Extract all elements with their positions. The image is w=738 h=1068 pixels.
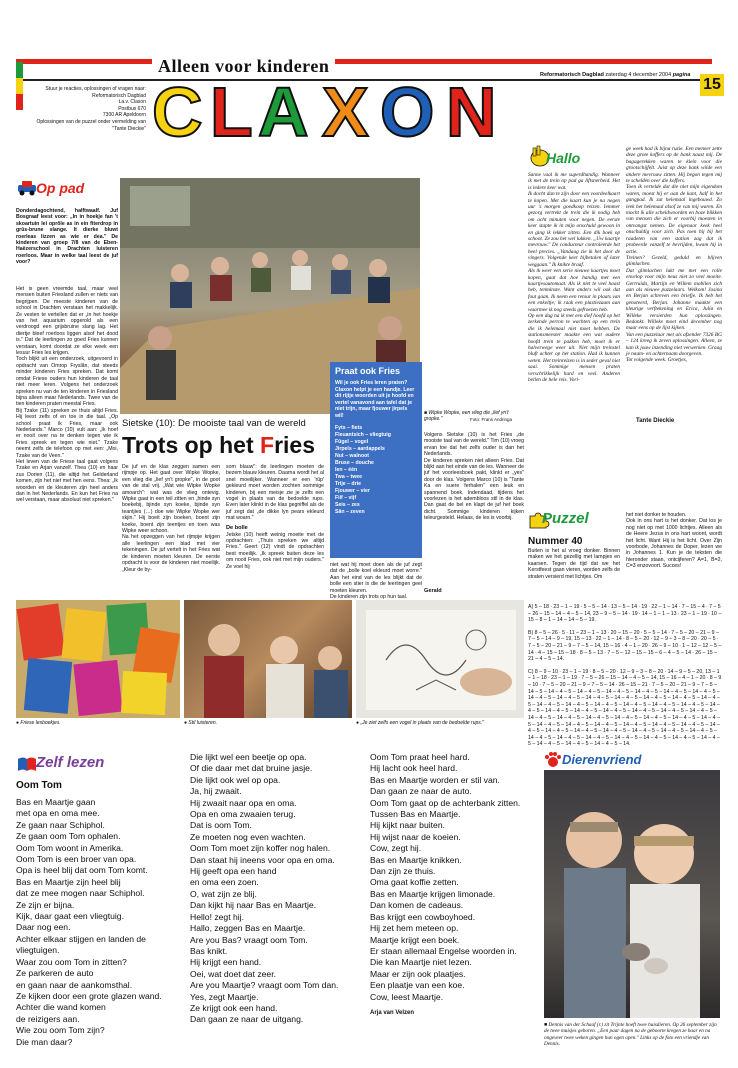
- photo-caption-2-text: Stil luisteren.: [188, 720, 218, 726]
- puzzel-col-1: Buiten is het al vroeg donker. Binnen maken we het gezellig met lampjes en kaarsen. Tegen de tijd dat we het Kerstfeest gaan vieren, worden zelfs de straten versierd met lichtjes. Om: [528, 548, 620, 580]
- poem-col-1: Bas en Maartje gaan met opa en oma mee. Ze gaan naar Schiphol. Ze gaan oom Tom ophalen. Oom Tom woont in Amerika. Oom Tom is een broer van opa. Opa is heel blij dat oom Tom komt. Bas en Maartje zijn heel blij dat ze mee mogen naar Schiphol. Ze zijn er bijna. Kijk, daar gaat een vliegtuig. Daar nog een. Achter elkaar stijgen en landen de vliegtuigen. Waar zou oom Tom in zitten? Ze parkeren de auto en gaan naar de aankomsthal. Ze kijken door een grote glazen wand. Achter die wand komen de reizigers aan. Wie zou oom Tom zijn? Die man daar?: [16, 797, 162, 1047]
- story-author: Gerald: [424, 588, 442, 594]
- color-blocks: [16, 62, 23, 112]
- word-item: Fûgel – vogel: [335, 438, 369, 445]
- zelf-lezen-title: Oom Tom: [16, 780, 62, 791]
- dierenvriend-photo: [544, 770, 720, 1018]
- zelf-lezen-tag: Zelf lezen: [36, 754, 105, 771]
- paw-icon: [544, 752, 562, 768]
- svg-text:C: C: [152, 73, 203, 151]
- photo-caption-1: [16, 720, 61, 726]
- poem-col-2: Die lijkt wel een beetje op opa. Of die daar met dat bruine jasje. Die lijkt ook wel op opa. Ja, hij zwaait. Hij zwaait naar opa en oma. Opa en oma zwaaien terug. Dat is oom Tom. Ze moeten nog even wachten. Oom Tom moet zijn koffer nog halen. Dan staat hij ineens voor opa en oma. Hij geeft opa een hand en oma een zoen. O, wat zijn ze blij. Dan kijkt hij naar Bas en Maartje. Hello! zegt hij. Hallo, zeggen Bas en Maartje. Are you Bas? vraagt oom Tom. Bas knikt. Hij krijgt een hand. Oei, wat doet dat zeer. Are you Maartje? vraagt oom Tom dan. Yes, zegt Maartje. Ze krijgt ook een hand. Dan gaan ze naar de uitgang.: [190, 752, 339, 1025]
- story-subhead: De bolle: [226, 524, 248, 531]
- book-icon: [16, 756, 38, 772]
- word-item: Fleuantsich – vliegtuig: [335, 431, 391, 438]
- page-number: 15: [700, 74, 724, 96]
- hallo-col-1: Sanne vaal ik me superdhandig. Wanneer ik met de trein op pad ga liftsnerheid. Het is iedere keer wat. Ik docht dan te zijn door een voordeelkaart te kopen. Met die kaart kun je na negen uur 's morgen goedkoop reizen. Iemmer gezorg vertrekt de trein die ik nodig heb om acht minuten voor negen. De eerste keer stapte ik in mijn onschuld gewoon in en ging ik lekker zitten. Een dik boek op schoot. Ze zou het wel lukken. „Uw kaartje mevrouw." De conducteur controleerde het heel precies. „Vandaag zie ik het door de vingers. Volgende keer bijbetalen of later weggaan." Ik knikte braaf. Als ik weer een serie nieuwe kaartjes moet kopen, gaat dat hoe handig met een kaartjesautomaat. Als ik niet te veel haast heb, tenminste. Want anders wil ook dat fout gaan. Ik neem een retour in plaats van een enkeltje; ik raak een plastiezaam aan waarmee ik nog steeds gefroezen heb. Op een dag na ik met een dief hoofd op het zerkende perron te wachten op een trein die ik helemaal niet moet hebben. De stationsmeester maakte een wat oudere hoofd trein te pakken heb, moet ik er halverwege weer uit. Niet mijn treinstel bluft achter op het station. Had ik kunnen weten. Het treinreizen is in seder geval niet saai. Sommige mensen praten verschrikkelijk hard en veel. Anderen bellen de hele reis. Vori-: [528, 172, 620, 383]
- story-kicker: Sietske (10): De mooiste taal van de wereld: [122, 418, 306, 429]
- puzzel-codes: [528, 604, 722, 746]
- dierenvriend-caption: [544, 1022, 720, 1048]
- word-item: Fiif – vijf: [335, 494, 357, 501]
- word-item: Fyts – fiets: [335, 424, 363, 431]
- story-col-4: Volgens Sietske (10) is het Fries „de mooiste taal van de wereld." Tim (10) vroeg ervan toe dat het zelfs ouder is dan het Nederlands. De kinderen spreken niet alleen Fries. Dat blijkt aan het einde van de les. Wanneer de juf het voorleesboek pakt, klinkt er „yes" door de klas. Volgens Marco (10) is "Tante Ka en suere ferhalen" een leuk en spannend boek. Indendaad, tijdens het voorlezen is het adembloos stil in de klas. Dan gaat de bel en klapt de juf het boek dicht. Sommige kinderen kijken teleurgesteld. Helaas, de les is voorbij.: [424, 432, 524, 522]
- praat-intro: Wil je ook Fries leren praten? Claxon helpt je een handje. Leer dit rijtje woorden uit je hoofd en vertel vanavond aan tafel dat je niet trijn, maar fjouwer jirpels wil!: [335, 380, 415, 419]
- header-subtitle: Alleen voor kinderen: [152, 56, 335, 77]
- story-col-3: niet wat hij moet doen als de juf zegt dat de „bolle koel ekleurd moet worre." Aan het eind van de les blijkt dat de bolle een stier is die de leerlingen geel moeten kleuren. De kinderen zijn trots op hun taal.: [330, 562, 422, 601]
- op-pad-tag: Op pad: [36, 180, 85, 196]
- bullet-icon: ●: [16, 720, 20, 726]
- praat-ook-fries-box: [330, 362, 422, 558]
- photo-caption-2: [184, 720, 217, 726]
- code-c: C) 8 – 9 – 10 ∙ 23 – 1 – 19 ∙ 8 – 5 – 20 ∙ 12 – 9 – 3 – 8 – 20 ∙ 14 – 9 – 5 – 20, 13 – 1 – 1 – 18 ∙ 23 – 1 – 19 ∙ 7 – 5 – 26 – 15 – 14 – 4 – 5 – 14, 15 – 16 – 4 – 1 – 20 ∙ 8 – 9 – 10 ∙ 7 – 5 – 20 – 21 – 9 – 7 – 5 – 14 ∙ 26 – 15 – 21 ∙ 7 – 5 – 20 – 21 – 9 – 7 – 5 – 14 – 5 – 14 – 4 – 5 – 14 – 4 – 5 – 14 – 4 – 5 – 14 – 4 – 5 – 14 – 4 – 5 – 14 – 4 – 5 – 14 – 4 – 5 – 14 – 4 – 5 – 14 – 4 – 5 – 14 – 4 – 5 – 14 – 4 – 5 – 14 – 4 – 5 – 14 – 4 – 5 – 14 – 4 – 5 – 14 – 4 – 5 – 14 – 4 – 5 – 14 – 4 – 5 – 14 – 4 – 5 – 14 – 4 – 5 – 14 – 4 – 5 – 14 – 4 – 5 – 14 – 4 – 5 – 14 – 4 – 5 – 14 – 4 – 5 – 14 – 4 – 5 – 14 – 4 – 5 – 14 – 4 – 5 – 14 – 4 – 5 – 14 – 4 – 5 – 14 – 4 – 5 – 14 – 4 – 5 – 14 – 4 – 5 – 14 – 4 – 5 – 14 – 4 – 5 – 14 – 4 – 5 – 14 – 4 – 5 – 14 – 4 – 5 – 14 – 4 – 5 – 14 – 4 – 5 – 14 – 4 – 5 – 14 – 4 – 5 – 14 – 4 – 5 – 14 – 4 – 5 – 14 – 4 – 5 – 14 – 4 – 5 – 14 – 4 – 5 – 14 – 4 – 5 – 14 – 4 – 5 – 14 – 4 – 5 – 14 – 4 – 5 – 14 – 4 – 5 – 14 – 4 – 5 – 14 – 4 – 5 – 14 – 4 – 5 – 14 – 4 – 5 – 14 – 4 – 5 – 14.: [528, 668, 722, 748]
- car-icon: [16, 180, 38, 196]
- puzzel-tag: Puzzel: [542, 510, 589, 527]
- hallo-col-2: ge week had ik bijna ruzie. Een meneer zette deze grote koffers op de bank naast mij. De bagagerekken waren te klein voor die grootschijfelt. Juist op deze bank wilde een andere mevrouw zitten. Hij begon tegen mij te schelden over die koffers. Toen ik vertelde dat die niet mijn eigendom waren, moest hij er aan de kant, half in het gangpad. Ik zat helemaal ingebouwd. Zo leek het helemaal alsof ze van mij waren. En mocht ik alle scheldwoorden en boze blikken van mensen die zich er voorbij moesten in ontvangst nemen. De eigenaar keek heel onschuldig voor zich. Pas toen hij bij het raadeten van een station zag dat ik probeerde vanzelf te bevrijden, kwam hij in actie. Treinen? Gezeld, geduld en blijven glimlachen. Dat glimlachen lukt me met een rolle envelop voor mijn neus niet zo veel moeite. Gertruida, Martijn en Willem mobilen zich aan als nieuwe puzzelaars. Welkom! Josina en Berjan schreven een briefje. Ik heb het genoteerd, Berjan. Johanne maakte een kleurige verftekening en Erica, Julia en Willeke versierden hun oplossingen. Bedankt. Willeke moet eind december nog maar eens op de lijst kijken. Van een puzzelaar met als afzender 7326 BG – 124 kreeg ik zeven oplossingen. Alleen, ze kan ik jouw inzending niet verwerken. Graag je naam- en achternaam doorgeven. Tot volgende week. Groetjes,: [626, 146, 722, 364]
- zelf-lezen-author: Arja van Velzen: [370, 1010, 415, 1016]
- praat-title: Praat ook Fries: [335, 366, 401, 376]
- story-col-2b: Jetske (10) heeft weinig moeite met de opdrachten: „Thuis spreken we altijd Fries." Geert (12) vindt de opdrachten best moeilijk. „Ik spreek buiten deze les om nooit Fries, ook niet met mijn ouders." Ze voel hij: [226, 531, 324, 570]
- op-pad-lead: Donderdagochtend, halftwaalf. Juf Bosgraaf leest voor: „In in hoekje fan 't skoartuin lei oprôle as in ein fiterdrop in grûs-brune slange. It dierke bluwt roerleas lizzen as wie er dea." De kinderen van groep 7/8 van de Eben-Haëzerschool in Drachten luisteren roerloos. Maar in welke taal leest de juf voor?: [16, 208, 118, 266]
- story-col-1: De juf en de klas zeggen samen een rijmpje op. Het gaat over Wipke Wopke, een vlieg die „lief yn't gropke", in de goot van de stal vrij. „Wat wie Wipke Wopke amoarch": wat was de vlieg ontevig. Wipke gaat in een teil zitten en „hinde syn boekebij, bjinde syn koeke, bjinde syn teantjies (…) doe wie Wipke Wopke wer skjin." Hij boeit zijn boeken, boent zijn koeke, boent zijn teentjes en toen was Wipke weer schoon. Na het opzeggen van het rijmpje krijgen alle leerlingen een blad met vier tekeningen. De juf vertelt in het Fries wat de kinderen moeten kleuren. De eerste opdracht is voor de kinderen niet moeilijk. „Kleur de by-: [122, 464, 220, 573]
- poem-col-3: Oom Tom praat heel hard. Hij lacht ook heel hard. Bas en Maartje worden er stil van. Dan gaan ze naar de auto. Oom Tom gaat op de achterbank zitten. Tussen Bas en Maartje. Hij kijkt naar buiten. Hij wijst naar de koeien. Cow, zegt hij. Bas en Maartje knikken. Dan zijn ze thuis. Oma gaat koffie zetten. Bas en Maartje krijgen limonade. Dan komen de cadeaus. Bas krijgt een cowboyhoed. Hij zet hem meteen op. Maartje krijgt een boek. Er staan allemaal Engelse woorden in. Die kan Maartje niet lezen. Maar er zijn ook plaatjes. Een plaatje van een koe. Cow, leest Maartje.: [370, 752, 521, 1002]
- svg-text:X: X: [322, 73, 369, 151]
- praat-word-list: [335, 425, 417, 516]
- word-item: Nut – walnoot: [335, 452, 370, 459]
- bullet-icon: ●: [356, 720, 360, 726]
- dierenvriend-tag: Dierenvriend: [562, 752, 642, 767]
- photo-caption-3-text: „Je ziet zelfs een vogel in plaats van de bedoelde rups.": [360, 720, 484, 726]
- svg-text:L: L: [210, 73, 253, 151]
- word-item: Sân – zeven: [335, 508, 365, 515]
- code-b: B) 8 – 5 – 26 ∙ 5 ∙ 11 – 23 – 1 – 13 ∙ 20 – 15 – 20 ∙ 5 – 5 – 14 ∙ 7 – 5 – 20 – 21 – 9 – 7 – 5 – 14 – 9 – 19, 15 – 13 ∙ 22 – 1 – 14 ∙ 8 – 5 – 20 ∙ 12 – 9 – 3 – 8 – 20 ∙ 20 – 5 ∙ 7 – 5 – 20 – 21 – 9 – 7 – 5 – 14, 15 – 16 ∙ 4 – 1 – 20 ∙ 26 – 9 – 10 ∙ 1 – 12 – 12 – 5 – 14 ∙ 4 – 15 – 15 – 18 ∙ 8 – 5 – 13 ∙ 7 – 5 – 12 – 15 – 15 – 6 – 4 – 5 – 14 ∙ 26 – 15 – 21 – 4 – 5 – 14.: [528, 629, 722, 663]
- word-item: Ien – één: [335, 466, 358, 473]
- issue-date: zaterdag 4 december 2004: [605, 72, 672, 78]
- svg-text:O: O: [380, 73, 435, 151]
- svg-text:A: A: [258, 73, 309, 151]
- dierenvriend-caption-text: Dennis van der Schaaf (r.) zit Trijnte hoeft twee huisdieren. Op 26 september zijn de twee muisjes geboren. „Een paar dagen na de geboorte kregen ze haar en na ongeveer twee weken gingen hun ogen open." Links op de foto een vriendje van Dennis.: [544, 1022, 717, 1048]
- contact-address: Stuur je reacties, oplossingen of vragen naar: Reformatorisch Dagblad t.a.v. Claxon Postbus 670 7300 AR Apeldoorn Oplossingen van de puzzel onder vermelding van "Tante Dieckie": [36, 86, 146, 132]
- word-item: Fjouwer – vier: [335, 487, 370, 494]
- photo-credit: Foto: Frans Andringa: [470, 417, 513, 422]
- word-item: Seis – zes: [335, 501, 360, 508]
- puzzel-col-2: het niet donker te houden. Ook in ons hart is het donker. Dat los je nog niet op met 1000 lichtjes. Alleen als de Heere Jezus in ons hart woont, wordt het licht. Want Hij is het licht. Over Zijn voorbode, Johannes de Doper, lezen we in Johannes 1. Kun je de teksten die hieronder staan, ontcijferen? A=1, B=2, C=3 enzovoort. Succes!: [626, 512, 722, 570]
- title-part: ries: [274, 432, 315, 458]
- masthead-right: [540, 72, 700, 78]
- word-item: Twa – twee: [335, 473, 363, 480]
- hallo-signature: Tante Dieckie: [636, 418, 675, 424]
- header-stripe: [16, 59, 712, 64]
- title-accent: F: [260, 432, 275, 458]
- bullet-icon: ■: [424, 410, 428, 416]
- bullet-icon: ●: [184, 720, 188, 726]
- puzzel-number: Nummer 40: [528, 536, 583, 547]
- tekening-photo: [356, 600, 524, 718]
- title-part: Trots op het: [122, 432, 260, 458]
- word-item: Trije – drie: [335, 480, 361, 487]
- lesboekjes-photo: [16, 600, 180, 718]
- op-pad-body: Het is geen vreemde taal, maar veel mensen buiten Friesland zullen er niets van begrijpen. De meeste kinderen van de school in Drachten verstaan het makkelijk. Ze vesten te vertellen dat er „in het hoekje van het aquarium opgerold als een verdroogd een grijsbruine slang lag. Het diertje bleef roerloos liggen alsof het dood is." Dat de leerlingen zo goed Fries kunnen verstaan, komt doordat ze elke week een lesuur Fries les krijgen. Toch blijkt uit een onderzoek, uitgevoerd in opdracht van Omrop Fryslân, dat steeds minder kinderen Fries spreken. Dat komt omdat Friese ouders hun kinderen de taal niet meer leren. Volgens het onderzoek spreken nu van de ten kinderen in Friesland bijna alleen maar Nederlands. Twee van de tien kinderen praten meestal Fries. Bij Tzake (11) spreken ze thuis altijd Fries. Hij leest zelfs of en toe in die taal. „Op school praat ik Fries, maar ook Nederlands." Marco (10) vult aan: „Ik hoef er nooit over na te denken tegen wie ik Fries spreek en tegen wie niet." Tzake neemt zelfs de telefoon op met een: „Moi, Tzake van de Veen." Het leven van de Friese taal gaat volgens Tzake en Arjan vanzelf. Thea (10) en haar zus Dorien (11), die altijd het Gelderland komen, zijn het niet met hen eens. Thea: „Ik woorden en de kleuteren zijn heel anders dan in het Nederlands. En kun het Fries na wel verstaan, maar absoluut niet spreken.": [16, 286, 118, 504]
- photo-caption-3: [356, 720, 484, 726]
- word-item: Jirpels – aardappels: [335, 445, 385, 452]
- code-a: A) 5 – 18 ∙ 23 – 1 – 19 ∙ 5 – 5 – 14 ∙ 13 – 5 – 14 ∙ 19 ∙ 22 – 1 – 14 ∙ 7 – 15 – 4 ∙ 7 – 5 – 26 – 15 – 14 – 4 – 5 – 14, 23 – 9 – 5 – 14 ∙ 19 ∙ 14 – 1 – 1 – 13 ∙ 23 – 1 – 19 ∙ 10 – 15 – 8 – 1 – 14 – 14 – 5 – 19.: [528, 604, 722, 624]
- photo-caption-1-text: Friese lesboekjes.: [20, 720, 61, 726]
- claxon-logo: [150, 73, 546, 151]
- hallo-tag: Hallo: [546, 150, 581, 166]
- word-item: Bruse – douche: [335, 459, 374, 466]
- story-col-2: [226, 464, 324, 596]
- svg-text:N: N: [446, 73, 497, 151]
- page-label: pagina: [672, 72, 691, 78]
- wipke-caption-text: Wipke Wopke, een vlieg die „lief yn't gropke.": [424, 410, 509, 422]
- story-title: [122, 432, 315, 459]
- bullet-icon: ■: [544, 1022, 548, 1028]
- luisteren-photo: [184, 600, 352, 718]
- story-col-2a: som blauw": de leerlingen moeten de bezem blauw kleuren. Daarna wordt het al snel moeilijker. Wanneer er een 'rûp' gekleurd moet worden zochten sommige kinderen, bij een meisje zie je zelfs een vogel in plaats van de bedoelde rups. Even later klinkt in de klas gegniffel als de juf zegt dat „de dikke lyn pears ekleurd mat woarn.": [226, 464, 324, 522]
- newspaper-name: Reformatorisch Dagblad: [540, 72, 604, 78]
